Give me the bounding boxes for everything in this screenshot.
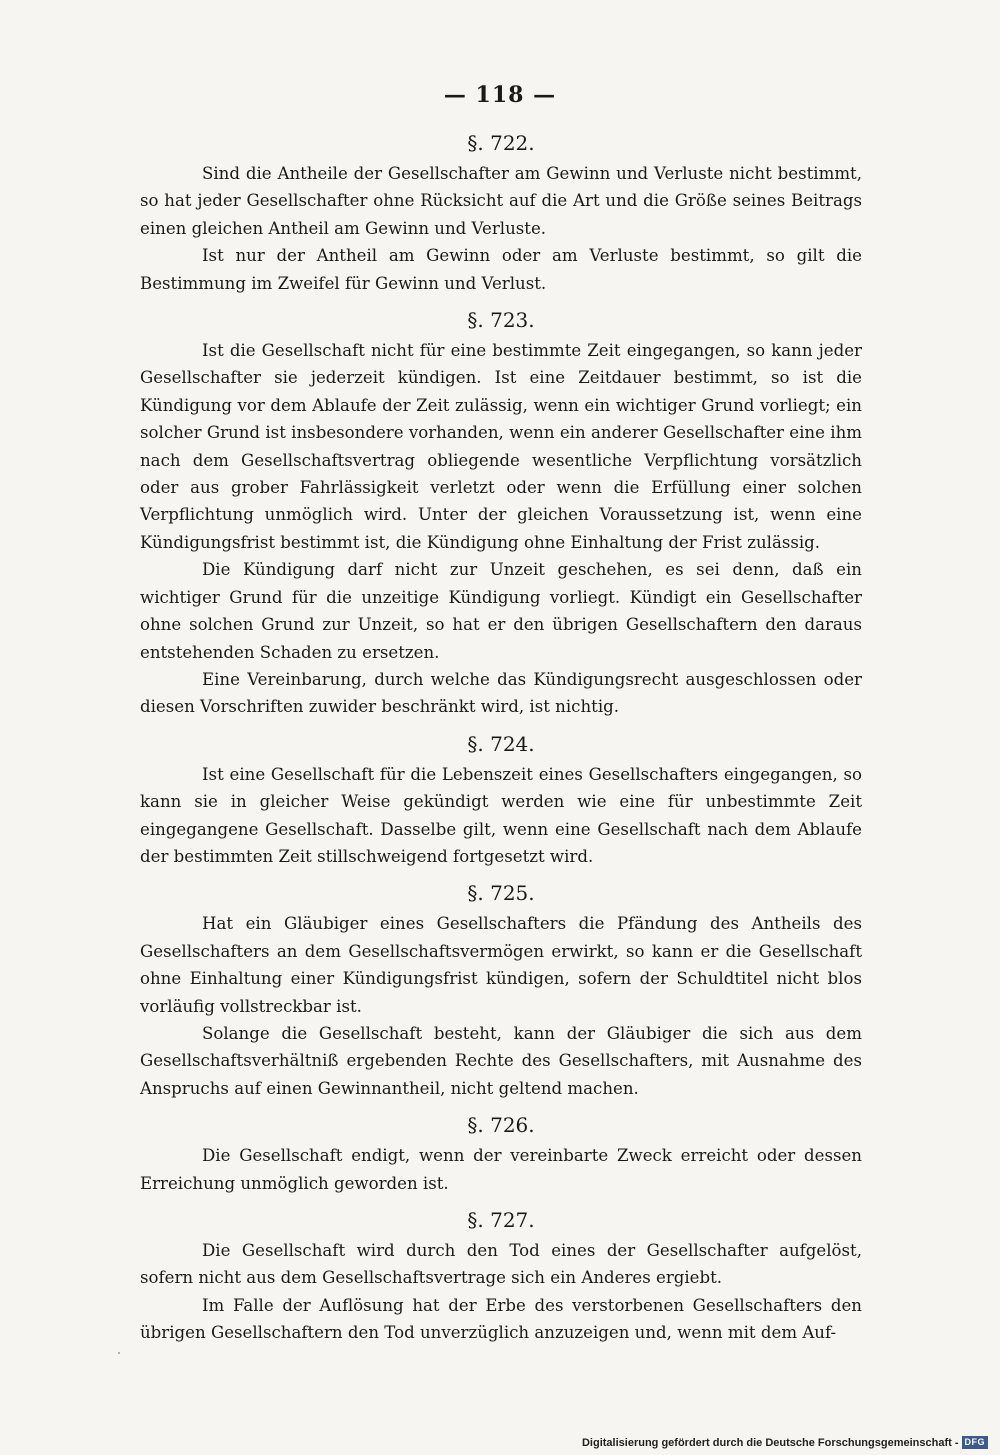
section-heading: §. 723. — [467, 308, 535, 333]
paragraph: Die Gesellschaft wird durch den Tod eines der Gesellschafter aufgelöst, sofern nicht aus dem Gesellschaftsvertrage sich ein Anderes ergiebt. — [140, 1241, 862, 1288]
section — [140, 729, 862, 871]
paragraph: Die Gesellschaft endigt, wenn der vereinbarte Zweck erreicht oder dessen Erreichung unmöglich geworden ist. — [140, 1146, 862, 1193]
paragraph: Ist die Gesellschaft nicht für eine bestimmte Zeit eingegangen, so kann jeder Gesellschafter sie jederzeit kündigen. Ist eine Zeitdauer bestimmt, so ist die Kündigung vor dem Ablaufe der Zeit zulässig, wenn ein wichtiger Grund vorliegt; ein solcher Grund ist insbesondere vorhanden, wenn ein anderer Gesellschafter eine ihm nach dem Gesellschaftsvertrag obliegende wesentliche Verpflichtung vorsätzlich oder aus grober Fahrlässigkeit verletzt oder wenn die Erfüllung einer solchen Verpflichtung unmöglich wird. Unter der gleichen Voraussetzung ist, wenn eine Kündigungsfrist bestimmt ist, die Kündigung ohne Einhaltung der Frist zulässig. — [140, 341, 862, 552]
section — [140, 1205, 862, 1347]
section-heading: §. 724. — [467, 731, 535, 756]
section — [140, 878, 862, 1102]
paragraph: Die Kündigung darf nicht zur Unzeit geschehen, es sei denn, daß ein wichtiger Grund für die unzeitige Kündigung vorliegt. Kündigt ein Gesellschafter ohne solchen Grund zur Unzeit, so hat er den übrigen Gesellschaftern den daraus entstehenden Schaden zu ersetzen. — [140, 560, 862, 662]
section-heading: §. 722. — [467, 131, 535, 155]
paragraph: Solange die Gesellschaft besteht, kann der Gläubiger die sich aus dem Gesellschaftsverhältniß ergebenden Rechte des Gesellschafters, mit Ausnahme des Anspruchs auf einen Gewinnantheil, nicht geltend machen. — [140, 1023, 862, 1098]
section — [140, 1110, 862, 1197]
section — [140, 128, 862, 297]
section — [140, 305, 862, 721]
document-body — [140, 128, 862, 1347]
dfg-logo: DFG — [962, 1436, 989, 1449]
section-heading: §. 725. — [467, 881, 535, 906]
page-number: — 118 — — [443, 82, 557, 108]
section-heading: §. 726. — [467, 1113, 535, 1138]
paragraph: Ist nur der Antheil am Gewinn oder am Verluste bestimmt, so gilt die Bestimmung im Zweifel für Gewinn und Verlust. — [140, 246, 862, 293]
paragraph: Im Falle der Auflösung hat der Erbe des verstorbenen Gesellschafters den übrigen Gesellschaftern den Tod unverzüglich anzuzeigen und, wenn mit dem Auf- — [140, 1295, 862, 1343]
paragraph: Ist eine Gesellschaft für die Lebenszeit eines Gesellschafters eingegangen, so kann sie in gleicher Weise gekündigt werden wie eine für unbestimmte Zeit eingegangene Gesellschaft. Dasselbe gilt, wenn eine Gesellschaft nach dem Ablaufe der bestimmten Zeit stillschweigend fortgesetzt wird. — [140, 764, 862, 866]
paragraph: Hat ein Gläubiger eines Gesellschafters die Pfändung des Antheils des Gesellschafters an dem Gesellschaftsvermögen erwirkt, so kann er die Gesellschaft ohne Einhaltung einer Kündigungsfrist kündigen, sofern der Schuldtitel nicht blos vorläufig vollstreckbar ist. — [140, 914, 862, 1016]
scan-speck — [118, 1352, 120, 1354]
section-heading: §. 727. — [467, 1208, 535, 1232]
digitization-footer — [582, 1436, 988, 1449]
paragraph: Eine Vereinbarung, durch welche das Kündigungsrecht ausgeschlossen oder diesen Vorschriften zuwider beschränkt wird, ist nichtig. — [140, 669, 862, 717]
funding-notice: Digitalisierung gefördert durch die Deutsche Forschungsgemeinschaft - — [581, 1436, 959, 1449]
paragraph: Sind die Antheile der Gesellschafter am Gewinn und Verluste nicht bestimmt, so hat jeder Gesellschafter ohne Rücksicht auf die Art und die Größe seines Beitrags einen gleichen Antheil am Gewinn und Verluste. — [140, 164, 862, 238]
